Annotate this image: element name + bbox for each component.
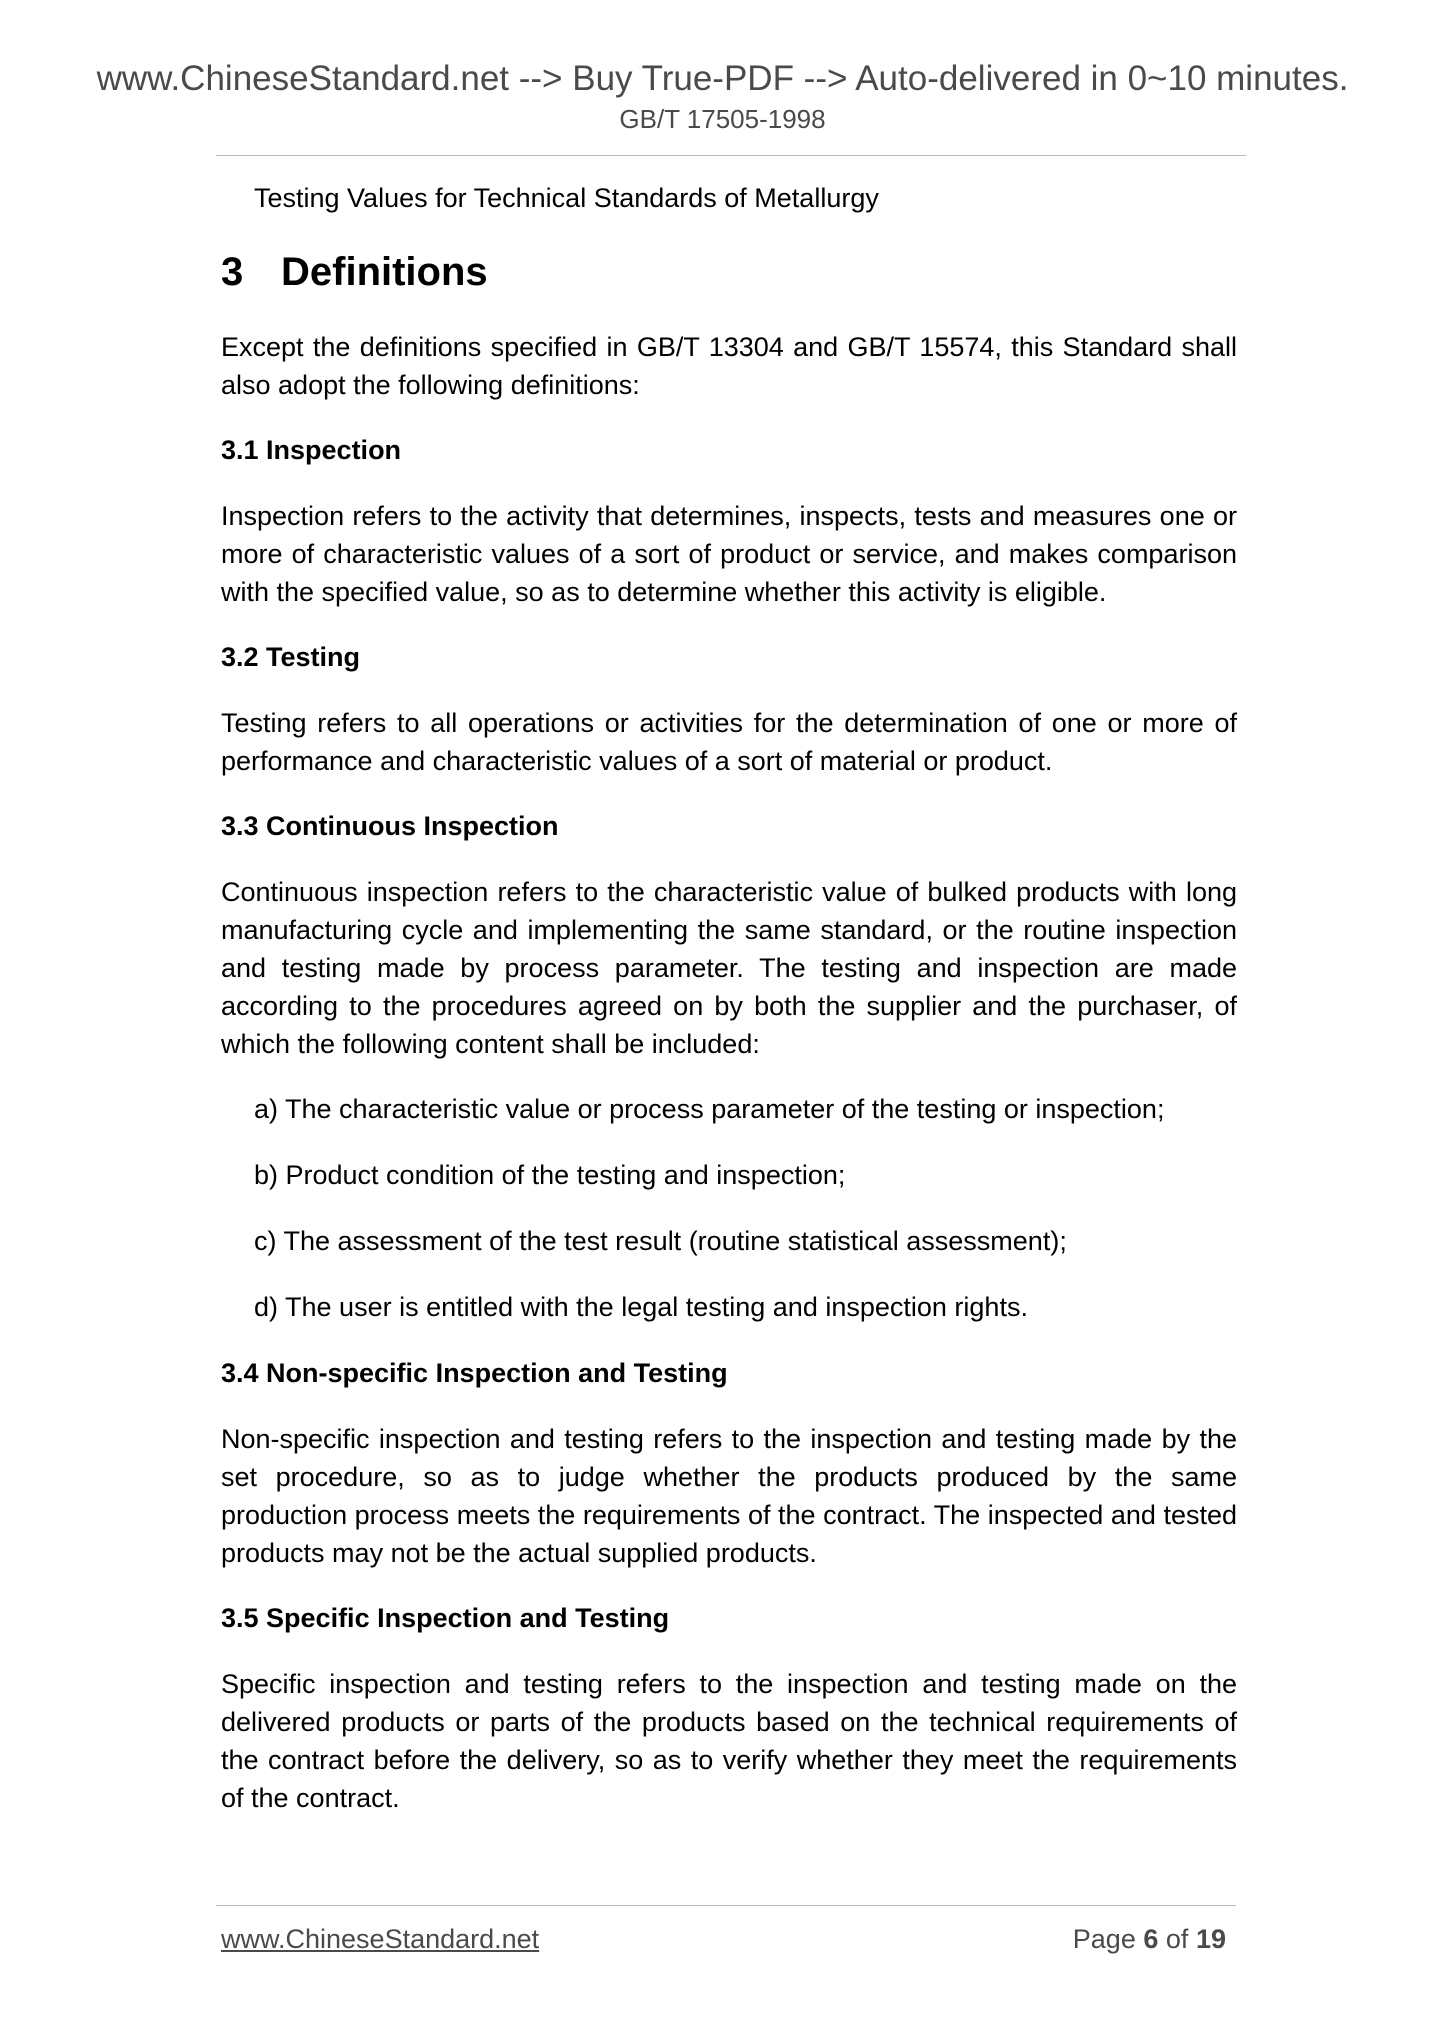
list-item: c) The assessment of the test result (routine statistical assessment); [254, 1226, 1067, 1256]
paragraph-3-4: Non-specific inspection and testing refers to the inspection and testing made by the set procedure, so as to judge whether the products produced by the same production process meets the requirements of the contract. The inspected and tested products may not be the actual supplied products. [221, 1424, 1237, 1568]
section-number: 3 [221, 250, 244, 294]
list-item: d) The user is entitled with the legal testing and inspection rights. [254, 1292, 1028, 1322]
page-of: of [1165, 1924, 1189, 1954]
header-banner: www.ChineseStandard.net --> Buy True-PDF --> Auto-delivered in 0~10 minutes. [96, 59, 1349, 98]
list-item: a) The characteristic value or process parameter of the testing or inspection; [254, 1094, 1165, 1124]
intro-paragraph: Except the definitions specified in GB/T 13304 and GB/T 15574, this Standard shall also adopt the following definitions: [221, 332, 1237, 400]
heading-3-4: 3.4 Non-specific Inspection and Testing [221, 1358, 728, 1388]
page-body [221, 180, 1237, 1817]
paragraph-3-2: Testing refers to all operations or activities for the determination of one or more of performance and characteristic values of a sort of material or product. [221, 708, 1237, 776]
list-item: b) Product condition of the testing and inspection; [254, 1160, 846, 1190]
page-label: Page [1072, 1924, 1136, 1954]
paragraph-3-5: Specific inspection and testing refers to the inspection and testing made on the delivered products or parts of the products based on the technical requirements of the contract before the delivery, so as to verify whether they meet the requirements of the contract. [221, 1669, 1237, 1813]
heading-3-2: 3.2 Testing [221, 642, 361, 672]
header-divider [216, 155, 1246, 156]
heading-3-3: 3.3 Continuous Inspection [221, 811, 559, 841]
heading-3-5: 3.5 Specific Inspection and Testing [221, 1603, 670, 1633]
page-total: 19 [1195, 1924, 1226, 1954]
paragraph-3-3: Continuous inspection refers to the characteristic value of bulked products with long manufacturing cycle and implementing the same standard, or the routine inspection and testing made by process parameter. The testing and inspection are made according to the procedures agreed on by both the supplier and the purchaser, of which the following content shall be included: [221, 877, 1237, 1059]
document-code: GB/T 17505-1998 [619, 104, 826, 134]
footer-website-link[interactable]: www.ChineseStandard.net [221, 1924, 540, 1954]
footer-divider [216, 1905, 1236, 1906]
document-subtitle: Testing Values for Technical Standards of Metallurgy [254, 183, 879, 213]
page-indicator [1073, 1921, 1226, 1957]
section-heading [221, 248, 1237, 296]
heading-3-1: 3.1 Inspection [221, 435, 402, 465]
section-title: Definitions [281, 250, 488, 294]
page-current: 6 [1143, 1924, 1159, 1954]
paragraph-3-1: Inspection refers to the activity that determines, inspects, tests and measures one or more of characteristic values of a sort of product or service, and makes comparison with the specified value, so as to determine whether this activity is eligible. [221, 501, 1237, 607]
